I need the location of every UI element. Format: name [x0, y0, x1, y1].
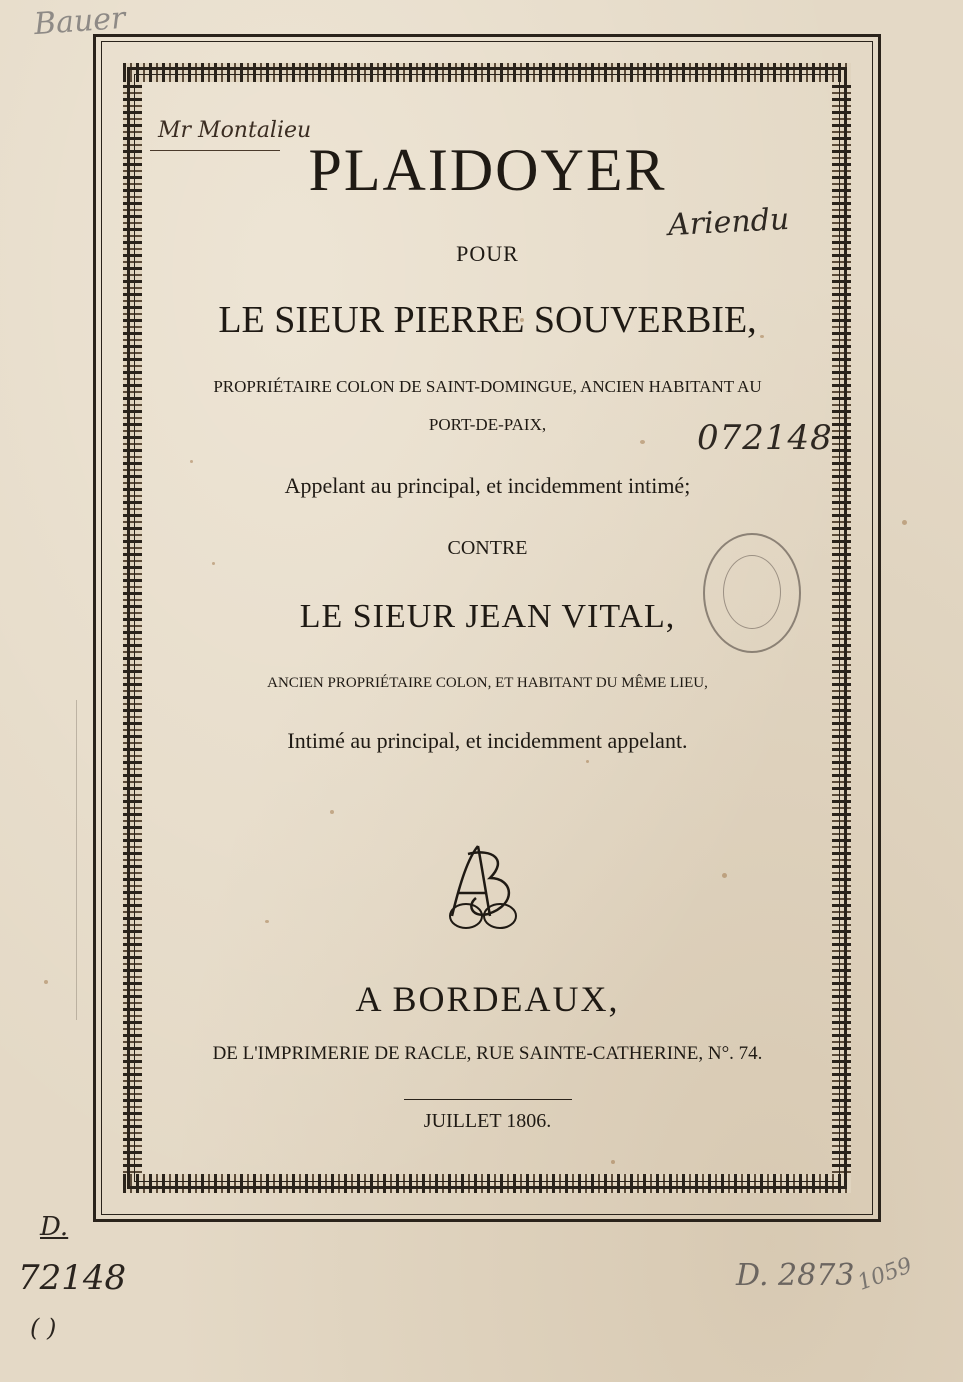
monogram-ornament	[438, 838, 528, 938]
pour-label: POUR	[456, 241, 519, 266]
handwritten-shelf-number: 72148	[18, 1258, 127, 1298]
contre-label: CONTRE	[447, 537, 528, 559]
owner-inscription-underline	[150, 150, 280, 151]
date-divider	[404, 1099, 572, 1100]
defendant-description: ANCIEN PROPRIÉTAIRE COLON, ET HABITANT DU MÊME LIEU,	[267, 675, 708, 691]
handwritten-shelf-letter: D.	[40, 1212, 69, 1242]
library-stamp-center	[723, 555, 781, 629]
foxing-spot	[902, 520, 907, 525]
imprint-city: A BORDEAUX,	[355, 979, 620, 1019]
document-title: PLAIDOYER	[308, 137, 667, 203]
defendant-role: Intimé au principal, et incidemment appelant.	[287, 728, 688, 753]
imprint-date: JUILLET 1806.	[423, 1110, 552, 1132]
handwritten-small-number: 1059	[854, 1253, 916, 1296]
handwritten-side-note: Ariendu	[667, 201, 791, 244]
imprint-printer: DE L'IMPRIMERIE DE RACLE, RUE SAINTE-CATHERINE, N°. 74.	[212, 1043, 763, 1064]
foxing-spot	[44, 980, 48, 984]
library-stamp	[703, 533, 801, 653]
handwritten-shelf-parentheses: ( )	[30, 1314, 57, 1342]
plaintiff-description-line-1: PROPRIÉTAIRE COLON DE SAINT-DOMINGUE, ANCIEN HABITANT AU	[213, 377, 762, 396]
handwritten-owner-inscription: Mr Montalieu	[158, 118, 312, 143]
handwritten-note-top-left: Bauer	[32, 0, 127, 43]
handwritten-catalog-number: 072148	[697, 418, 833, 458]
handwritten-reference: D. 2873	[736, 1258, 855, 1293]
defendant-name: LE SIEUR JEAN VITAL,	[299, 598, 676, 635]
fold-line	[76, 700, 77, 1020]
plaintiff-name: LE SIEUR PIERRE SOUVERBIE,	[218, 299, 757, 341]
plaintiff-description-line-2: PORT-DE-PAIX,	[428, 415, 547, 434]
plaintiff-role: Appelant au principal, et incidemment intimé;	[284, 473, 691, 498]
